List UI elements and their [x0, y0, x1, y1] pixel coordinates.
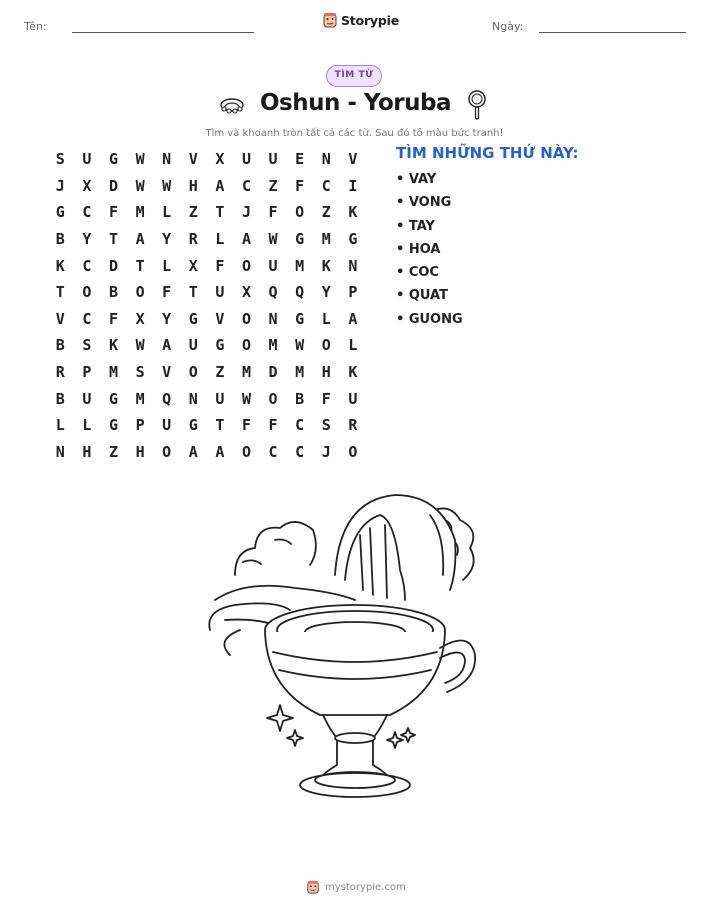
grid-letter[interactable]: G [188, 309, 198, 328]
word-list [396, 172, 463, 335]
grid-letter[interactable]: U [162, 416, 172, 435]
grid-letter[interactable]: K [321, 256, 331, 275]
grid-letter[interactable]: G [188, 416, 198, 435]
grid-row [47, 199, 366, 226]
word-list-item: • VONG [396, 195, 452, 211]
grid-letter[interactable]: Y [82, 230, 92, 249]
grid-letter[interactable]: C [82, 309, 92, 328]
grid-letter[interactable]: K [348, 363, 358, 382]
grid-letter[interactable]: J [55, 176, 65, 195]
grid-letter[interactable]: A [162, 336, 172, 355]
grid-letter[interactable]: J [321, 442, 331, 461]
grid-letter[interactable]: O [348, 442, 358, 461]
grid-letter[interactable]: C [295, 442, 305, 461]
grid-letter[interactable]: A [348, 309, 358, 328]
grid-letter[interactable]: Z [321, 203, 331, 222]
grid-letter[interactable]: K [348, 203, 358, 222]
grid-letter[interactable]: N [321, 150, 331, 169]
grid-letter[interactable]: V [348, 150, 358, 169]
grid-letter[interactable]: B [108, 283, 118, 302]
word-list-heading: TÌM NHỮNG THỨ NÀY: [396, 144, 579, 162]
grid-letter[interactable]: F [241, 416, 251, 435]
grid-letter[interactable]: G [348, 230, 358, 249]
grid-letter[interactable]: M [295, 256, 305, 275]
grid-letter[interactable]: H [82, 442, 92, 461]
grid-letter[interactable]: N [162, 150, 172, 169]
grid-letter[interactable]: Y [321, 283, 331, 302]
grid-letter[interactable]: H [135, 442, 145, 461]
grid-letter[interactable]: A [188, 442, 198, 461]
grid-letter[interactable]: J [241, 203, 251, 222]
grid-letter[interactable]: W [135, 176, 145, 195]
grid-letter[interactable]: F [108, 309, 118, 328]
grid-letter[interactable]: X [188, 256, 198, 275]
grid-letter[interactable]: U [268, 256, 278, 275]
grid-letter[interactable]: C [82, 203, 92, 222]
grid-letter[interactable]: W [295, 336, 305, 355]
grid-letter[interactable]: O [135, 283, 145, 302]
grid-letter[interactable]: N [268, 309, 278, 328]
grid-letter[interactable]: X [135, 309, 145, 328]
word-list-item: • HOA [396, 241, 441, 257]
grid-letter[interactable]: O [82, 283, 92, 302]
grid-letter[interactable]: V [162, 363, 172, 382]
grid-letter[interactable]: L [162, 203, 172, 222]
hand-mirror-icon [466, 89, 488, 121]
grid-letter[interactable]: A [215, 176, 225, 195]
grid-letter[interactable]: H [188, 176, 198, 195]
grid-letter[interactable]: Q [295, 283, 305, 302]
grid-letter[interactable]: B [295, 389, 305, 408]
grid-letter[interactable]: A [135, 230, 145, 249]
grid-letter[interactable]: S [321, 416, 331, 435]
grid-letter[interactable]: C [321, 176, 331, 195]
grid-letter[interactable]: M [295, 363, 305, 382]
name-line[interactable] [72, 32, 254, 33]
page-title: Oshun - Yoruba [260, 90, 451, 116]
grid-row [47, 359, 366, 386]
instructions: Tìm và khoanh tròn tất cả các từ. Sau đó tô màu bức tranh! [205, 128, 504, 139]
grid-letter[interactable]: M [268, 336, 278, 355]
grid-letter[interactable]: G [215, 336, 225, 355]
grid-row [47, 332, 366, 359]
grid-letter[interactable]: L [321, 309, 331, 328]
grid-letter[interactable]: M [241, 363, 251, 382]
grid-letter[interactable]: O [295, 203, 305, 222]
grid-letter[interactable]: S [55, 150, 65, 169]
grid-letter[interactable]: M [108, 363, 118, 382]
grid-letter[interactable]: Q [162, 389, 172, 408]
grid-letter[interactable]: Q [268, 283, 278, 302]
grid-letter[interactable]: O [241, 309, 251, 328]
grid-letter[interactable]: R [188, 230, 198, 249]
grid-letter[interactable]: R [55, 363, 65, 382]
grid-letter[interactable]: F [295, 176, 305, 195]
grid-letter[interactable]: W [135, 336, 145, 355]
grid-letter[interactable]: E [295, 150, 305, 169]
grid-letter[interactable]: P [135, 416, 145, 435]
grid-letter[interactable]: X [82, 176, 92, 195]
grid-letter[interactable]: U [82, 389, 92, 408]
grid-row [47, 226, 366, 253]
grid-letter[interactable]: O [268, 389, 278, 408]
word-search-grid [47, 146, 366, 465]
grid-letter[interactable]: U [241, 150, 251, 169]
grid-letter[interactable]: U [215, 389, 225, 408]
grid-letter[interactable]: L [55, 416, 65, 435]
grid-letter[interactable]: Z [268, 176, 278, 195]
grid-letter[interactable]: Y [162, 309, 172, 328]
word-list-item: • TAY [396, 218, 435, 234]
grid-letter[interactable]: B [55, 230, 65, 249]
grid-letter[interactable]: G [295, 230, 305, 249]
grid-letter[interactable]: U [215, 283, 225, 302]
word-list-item: • COC [396, 265, 439, 281]
date-label: Ngày: [492, 20, 524, 33]
grid-letter[interactable]: V [188, 150, 198, 169]
grid-letter[interactable]: D [108, 256, 118, 275]
storypie-mascot-icon [306, 880, 320, 895]
grid-letter[interactable]: G [108, 416, 118, 435]
grid-letter[interactable]: K [108, 336, 118, 355]
grid-letter[interactable]: V [55, 309, 65, 328]
grid-letter[interactable]: X [241, 283, 251, 302]
chalice-illustration [195, 480, 495, 810]
grid-letter[interactable]: D [268, 363, 278, 382]
grid-row [47, 279, 366, 306]
grid-letter[interactable]: C [268, 442, 278, 461]
grid-letter[interactable]: S [82, 336, 92, 355]
word-list-item: • QUAT [396, 288, 448, 304]
grid-letter[interactable]: T [188, 283, 198, 302]
grid-letter[interactable]: L [82, 416, 92, 435]
grid-letter[interactable]: T [108, 230, 118, 249]
grid-letter[interactable]: T [135, 256, 145, 275]
grid-letter[interactable]: I [348, 176, 358, 195]
necklace-icon [218, 95, 246, 117]
grid-letter[interactable]: F [268, 416, 278, 435]
grid-letter[interactable]: D [108, 176, 118, 195]
grid-letter[interactable]: T [215, 416, 225, 435]
grid-letter[interactable]: G [55, 203, 65, 222]
grid-letter[interactable]: W [162, 176, 172, 195]
grid-letter[interactable]: O [321, 336, 331, 355]
grid-letter[interactable]: Z [215, 363, 225, 382]
grid-letter[interactable]: K [55, 256, 65, 275]
grid-letter[interactable]: N [188, 389, 198, 408]
grid-letter[interactable]: Z [188, 203, 198, 222]
grid-letter[interactable]: O [241, 336, 251, 355]
grid-row [47, 252, 366, 279]
storypie-logo [322, 12, 399, 29]
grid-row [47, 412, 366, 439]
grid-letter[interactable]: F [321, 389, 331, 408]
grid-row [47, 439, 366, 466]
grid-letter[interactable]: G [108, 389, 118, 408]
grid-letter[interactable]: O [162, 442, 172, 461]
grid-letter[interactable]: W [268, 230, 278, 249]
grid-letter[interactable]: U [268, 150, 278, 169]
footer-url[interactable]: mystorypie.com [325, 882, 406, 893]
grid-letter[interactable]: L [215, 230, 225, 249]
grid-letter[interactable]: U [188, 336, 198, 355]
grid-letter[interactable]: V [215, 309, 225, 328]
grid-letter[interactable]: L [348, 336, 358, 355]
grid-letter[interactable]: N [55, 442, 65, 461]
grid-letter[interactable]: M [135, 203, 145, 222]
grid-letter[interactable]: R [348, 416, 358, 435]
grid-letter[interactable]: M [321, 230, 331, 249]
grid-letter[interactable]: W [135, 150, 145, 169]
grid-row [47, 173, 366, 200]
grid-row [47, 146, 366, 173]
name-label: Tên: [24, 20, 47, 33]
activity-badge: TÌM TỪ [326, 65, 382, 87]
grid-letter[interactable]: L [162, 256, 172, 275]
grid-letter[interactable]: C [295, 416, 305, 435]
grid-letter[interactable]: C [241, 176, 251, 195]
grid-letter[interactable]: N [348, 256, 358, 275]
word-list-item: • VAY [396, 172, 437, 187]
grid-letter[interactable]: G [108, 150, 118, 169]
grid-letter[interactable]: G [295, 309, 305, 328]
grid-letter[interactable]: F [215, 256, 225, 275]
word-list-item: • GUONG [396, 311, 463, 327]
grid-letter[interactable]: F [108, 203, 118, 222]
grid-letter[interactable]: M [135, 389, 145, 408]
grid-row [47, 306, 366, 333]
grid-letter[interactable]: Z [108, 442, 118, 461]
grid-letter[interactable]: B [55, 389, 65, 408]
grid-letter[interactable]: U [348, 389, 358, 408]
grid-row [47, 385, 366, 412]
grid-letter[interactable]: T [55, 283, 65, 302]
grid-letter[interactable]: U [82, 150, 92, 169]
date-line[interactable] [539, 32, 686, 33]
grid-letter[interactable]: O [241, 256, 251, 275]
grid-letter[interactable]: O [188, 363, 198, 382]
grid-letter[interactable]: X [215, 150, 225, 169]
grid-letter[interactable]: A [241, 230, 251, 249]
grid-letter[interactable]: B [55, 336, 65, 355]
logo-text: Storypie [341, 13, 399, 28]
grid-letter[interactable]: Y [162, 230, 172, 249]
footer [306, 880, 406, 895]
grid-letter[interactable]: W [241, 389, 251, 408]
grid-letter[interactable]: S [135, 363, 145, 382]
grid-letter[interactable]: C [82, 256, 92, 275]
grid-letter[interactable]: H [321, 363, 331, 382]
grid-letter[interactable]: T [215, 203, 225, 222]
storypie-mascot-icon [322, 12, 338, 29]
grid-letter[interactable]: F [268, 203, 278, 222]
grid-letter[interactable]: P [82, 363, 92, 382]
grid-letter[interactable]: F [162, 283, 172, 302]
grid-letter[interactable]: A [215, 442, 225, 461]
grid-letter[interactable]: O [241, 442, 251, 461]
grid-letter[interactable]: P [348, 283, 358, 302]
